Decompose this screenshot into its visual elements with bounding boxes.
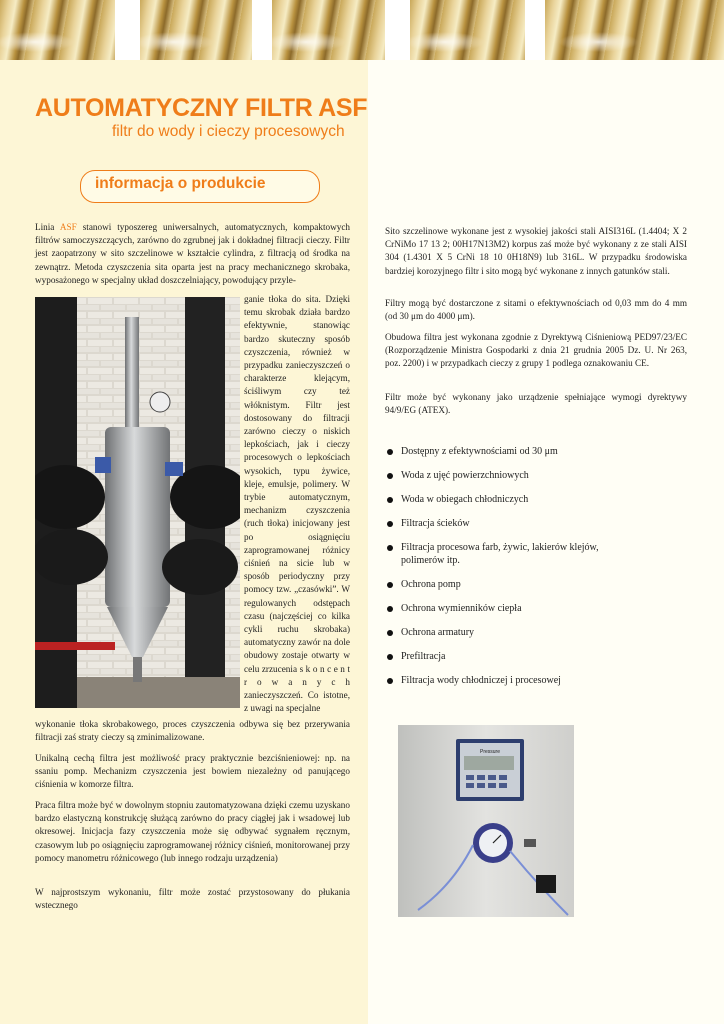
controller-panel-photo — [398, 725, 574, 917]
intro-prefix: Linia — [35, 222, 60, 232]
bullet-icon — [387, 497, 393, 503]
header-banner — [0, 0, 724, 60]
banner-image — [272, 0, 385, 60]
filter-installation-photo — [35, 297, 240, 708]
list-item: Prefiltracja — [385, 651, 685, 663]
bullet-icon — [387, 473, 393, 479]
intro-paragraph — [35, 221, 350, 287]
page-subtitle: filtr do wody i cieczy procesowych — [112, 123, 345, 140]
paragraph-directive: Obudowa filtra jest wykonana zgodnie z Dyrektywą Ciśnieniową PED97/23/EC (Rozporządzenie Ministra Gospodarki z dnia 21 grudnia 2005 Dz. U. Nr 263, poz. 2200) i w przypadkach cieczy z grupy 1 podlega oznakowaniu CE. — [385, 332, 687, 369]
paragraph-atex: Filtr może być wykonany jako urządzenie spełniające wymogi dyrektywy 94/9/EG (ATEX). — [385, 392, 687, 416]
list-item: Filtracja ścieków — [385, 518, 685, 530]
list-item: Ochrona wymienników ciepła — [385, 603, 685, 615]
bullet-icon — [387, 678, 393, 684]
bullet-icon — [387, 449, 393, 455]
list-item: Filtracja procesowa farb, żywic, lakierów klejów, polimerów itp. — [385, 542, 611, 567]
paragraph-screen-range: Filtry mogą być dostarczone z sitami o efektywnościach od 0,03 mm do 4 mm (od 30 μm do 4000 μm). — [385, 298, 687, 322]
list-item: Woda z ujęć powierzchniowych — [385, 470, 685, 482]
paragraph-materials: Sito szczelinowe wykonane jest z wysokiej jakości stali AISI316L (1.4404; X 2 CrNiMo 17 13 2; 00H17N13M2) korpus zaś może być wykonany z ze stali AISI 304 (1.4301 X 5 CrNi 18 10 0H18N9) lub 316L. W przypadku środowiska bardziej korozyjnego filtr i sito mogą być wykonane z innych gatunków stali. — [385, 226, 687, 276]
paragraph-automation: Praca filtra może być w dowolnym stopniu zautomatyzowana dzięki czemu uzyskano bardzo elastyczną konstrukcję służącą zarówno do pracy ciągłej jak i wsadowej lub okresowej. Inicjacja fazy czyszczenia może się odbywać sygnałem ręcznym, czasowym lub po osiągnięciu zaprogramowanej różnicy ciśnień, monitorowanej przy pomocy manometru różnicowego (lub innego rodzaju urządzenia) — [35, 800, 350, 863]
bullet-icon — [387, 630, 393, 636]
bullet-icon — [387, 654, 393, 660]
paragraph-backwash: W najprostszym wykonaniu, filtr może zostać przystosowany do płukania wstecznego — [35, 887, 350, 911]
list-item: Dostępny z efektywnościami od 30 μm — [385, 446, 685, 458]
banner-image — [140, 0, 252, 60]
bullet-icon — [387, 545, 393, 551]
list-item: Filtracja wody chłodniczej i procesowej — [385, 675, 685, 687]
list-item: Woda w obiegach chłodniczych — [385, 494, 685, 506]
wrap-paragraph: ganie tłoka do sita. Dzięki temu skrobak działa bardzo efektywnie, stanowiąc bardzo skuteczny sposób czyszczenia, również w przypadku zanieczyszczeń o charakterze klejącym, ściśliwym czy też włóknistym. Filtr jest dostosowany do filtracji zarówno cieczy o niskich lepkościach, jak i cieczy procesowych o lepkościach wysokich, typu żywice, kleje, emulsje, polimery. W trybie automatycznym, mechanizm czyszczenia (ruch tłoka) inicjowany jest po osiągnięciu zaprogramowanej różnicy ciśnień na sicie lub w sposób periodyczny przy pomocy tzw. „czasówki”. W regulowanych odstępach czasu (najczęściej co kilka cykli ruchu skrobaka) automatyczny zawór na dole obudowy zostaje otwarty w celu zrzucenia s k o n c e n t r o w a n y c h zanieczyszczeń. Co istotne, z uwagi na specjalne — [244, 294, 350, 714]
bullet-icon — [387, 521, 393, 527]
banner-image — [410, 0, 525, 60]
intro-text: stanowi typoszereg uniwersalnych, automatycznych, kompaktowych filtrów samoczyszczących, zarówno do zgrubnej jak i dokładnej filtracji cieczy. Filtr jest zaopatrzony w sito szczelinowe w kształcie cylindra, z filtracją od środka na zewnątrz. Metoda czyszczenia sita oparta jest na pracy mechanicznego skrobaka, wyposażonego w specjalny układ doszczelniający, powodujący przyle- — [35, 222, 350, 285]
banner-image — [545, 0, 724, 60]
banner-image — [0, 0, 115, 60]
list-item: Ochrona armatury — [385, 627, 685, 639]
bullet-icon — [387, 582, 393, 588]
application-list — [385, 440, 685, 687]
section-label: informacja o produkcie — [95, 175, 266, 192]
list-item: Ochrona pomp — [385, 579, 685, 591]
brand-name: ASF — [59, 222, 77, 232]
page-title: AUTOMATYCZNY FILTR ASF — [35, 94, 368, 122]
bullet-icon — [387, 606, 393, 612]
controller-brand: Pressure — [479, 749, 501, 755]
paragraph-after-photo: wykonanie tłoka skrobakowego, proces czyszczenia odbywa się bez przerywania filtracji zaś straty cieczy są zminimalizowane. — [35, 719, 350, 743]
paragraph-pressure: Unikalną cechą filtra jest możliwość pracy praktycznie bezciśnieniowej: np. na ssaniu pomp. Mechanizm czyszczenia jest bowiem niezależny od panującego ciśnienia w komorze filtra. — [35, 753, 350, 790]
section-header — [80, 170, 320, 203]
